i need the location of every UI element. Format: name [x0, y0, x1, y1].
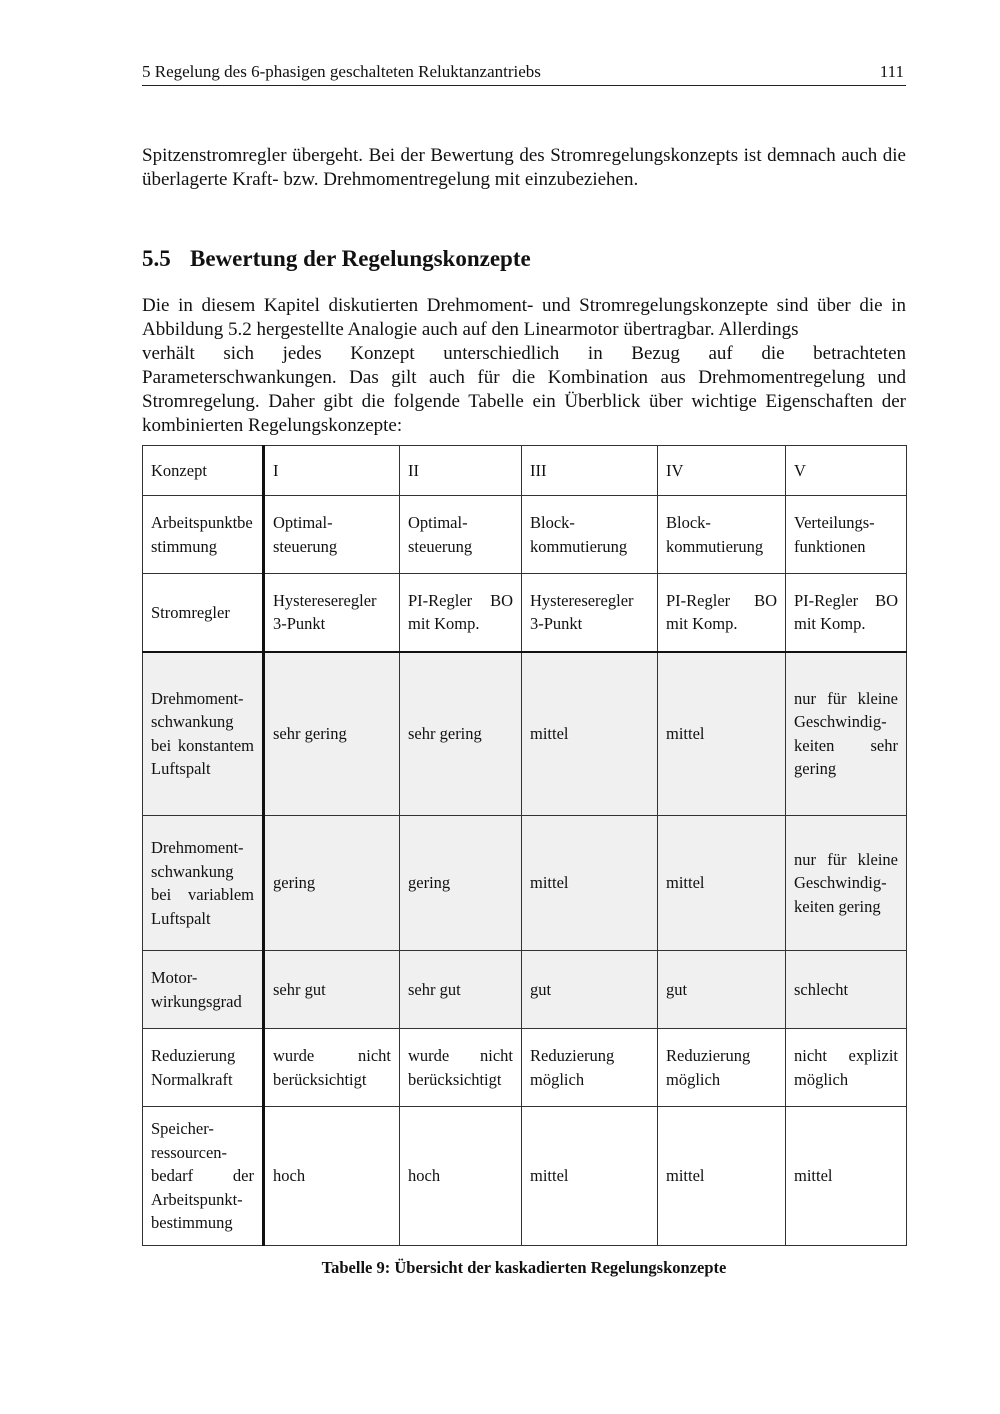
section-title: Bewertung der Regelungskonzepte — [190, 246, 531, 271]
table-row — [143, 496, 907, 574]
page-number: 111 — [879, 62, 904, 81]
table-header-row — [143, 446, 907, 496]
table-row — [143, 951, 907, 1029]
table-cell: nur für kleine Geschwindig-keiten sehr gering — [786, 652, 907, 816]
table-column-header: I — [264, 446, 400, 496]
table-row-label: Drehmoment-schwankung bei konstantem Luftspalt — [143, 652, 264, 816]
page-header — [142, 60, 906, 86]
table-row-label: Stromregler — [143, 574, 264, 652]
table-cell: mittel — [786, 1107, 907, 1246]
table-column-header: II — [400, 446, 522, 496]
table-row-label: Motor-wirkungsgrad — [143, 951, 264, 1029]
intro-paragraph: Spitzenstromregler übergeht. Bei der Bewertung des Stromregelungskonzepts ist demnach auch die überlagerte Kraft- bzw. Drehmomentregelung mit einzubeziehen. — [142, 145, 906, 190]
table-cell: schlecht — [786, 951, 907, 1029]
body-paragraph — [142, 294, 906, 438]
table-cell: Hystereseregler 3-Punkt — [264, 574, 400, 652]
table-row-label: Reduzierung Normalkraft — [143, 1029, 264, 1107]
table-cell: sehr gering — [400, 652, 522, 816]
table-row-label: Arbeitspunktbestimmung — [143, 496, 264, 574]
table-cell: Optimal-steuerung — [400, 496, 522, 574]
table-cell: hoch — [400, 1107, 522, 1246]
section-number: 5.5 — [142, 246, 171, 271]
table-row-label: Drehmoment-schwankung bei variablem Luftspalt — [143, 816, 264, 951]
table-cell: hoch — [264, 1107, 400, 1246]
table-cell: sehr gering — [264, 652, 400, 816]
table-cell: mittel — [522, 1107, 658, 1246]
table-cell: Block-kommutierung — [522, 496, 658, 574]
table-caption: Tabelle 9: Übersicht der kaskadierten Regelungskonzepte — [321, 1258, 727, 1277]
table-row — [143, 652, 907, 816]
table-cell: nur für kleine Geschwindig-keiten gering — [786, 816, 907, 951]
table-row — [143, 1107, 907, 1246]
section-heading — [142, 246, 531, 272]
table-cell: mittel — [658, 652, 786, 816]
table-cell: Hystereseregler 3-Punkt — [522, 574, 658, 652]
table-cell: gut — [522, 951, 658, 1029]
table-cell: Reduzierung möglich — [658, 1029, 786, 1107]
table-column-header: III — [522, 446, 658, 496]
table-cell: Reduzierung möglich — [522, 1029, 658, 1107]
table-column-header: IV — [658, 446, 786, 496]
table-cell: sehr gut — [264, 951, 400, 1029]
table-cell: gering — [400, 816, 522, 951]
body-paragraph-part-1: Die in diesem Kapitel diskutierten Drehmoment- und Stromregelungskonzepte sind über die in Abbildung 5.2 hergestellte Analogie auch auf den Linearmotor übertragbar. Allerdings — [142, 295, 906, 340]
table-cell: Verteilungs-funktionen — [786, 496, 907, 574]
table-header-label: Konzept — [143, 446, 264, 496]
table-cell: gut — [658, 951, 786, 1029]
running-title: 5 Regelung des 6-phasigen geschalteten Reluktanzantriebs — [142, 62, 541, 81]
table-cell: PI-Regler BO mit Komp. — [786, 574, 907, 652]
table-cell: mittel — [522, 816, 658, 951]
table-cell: Block-kommutierung — [658, 496, 786, 574]
table-cell: mittel — [658, 1107, 786, 1246]
table-cell: mittel — [522, 652, 658, 816]
concept-comparison-table — [142, 445, 907, 1246]
body-paragraph-part-2: verhält sich jedes Konzept unterschiedlich in Bezug auf die betrachteten — [142, 343, 906, 364]
table-cell: wurde nicht berücksichtigt — [400, 1029, 522, 1107]
table-cell: Optimal-steuerung — [264, 496, 400, 574]
table-row — [143, 1029, 907, 1107]
body-paragraph-part-3: Parameterschwankungen. Das gilt auch für die Kombination aus Drehmomentregelung und Stromregelung. Daher gibt die folgende Tabelle ein Überblick über wichtige Eigenschaften der kombinierten Regelungskonzepte: — [142, 367, 906, 436]
table-row — [143, 574, 907, 652]
table-cell: wurde nicht berücksichtigt — [264, 1029, 400, 1107]
table-cell: sehr gut — [400, 951, 522, 1029]
table-column-header: V — [786, 446, 907, 496]
table-cell: PI-Regler BO mit Komp. — [658, 574, 786, 652]
table-cell: mittel — [658, 816, 786, 951]
table-cell: nicht explizit möglich — [786, 1029, 907, 1107]
table-cell: PI-Regler BO mit Komp. — [400, 574, 522, 652]
table-cell: gering — [264, 816, 400, 951]
table-row-label: Speicher-ressourcen-bedarf der Arbeitspunkt-bestimmung — [143, 1107, 264, 1246]
table-row — [143, 816, 907, 951]
